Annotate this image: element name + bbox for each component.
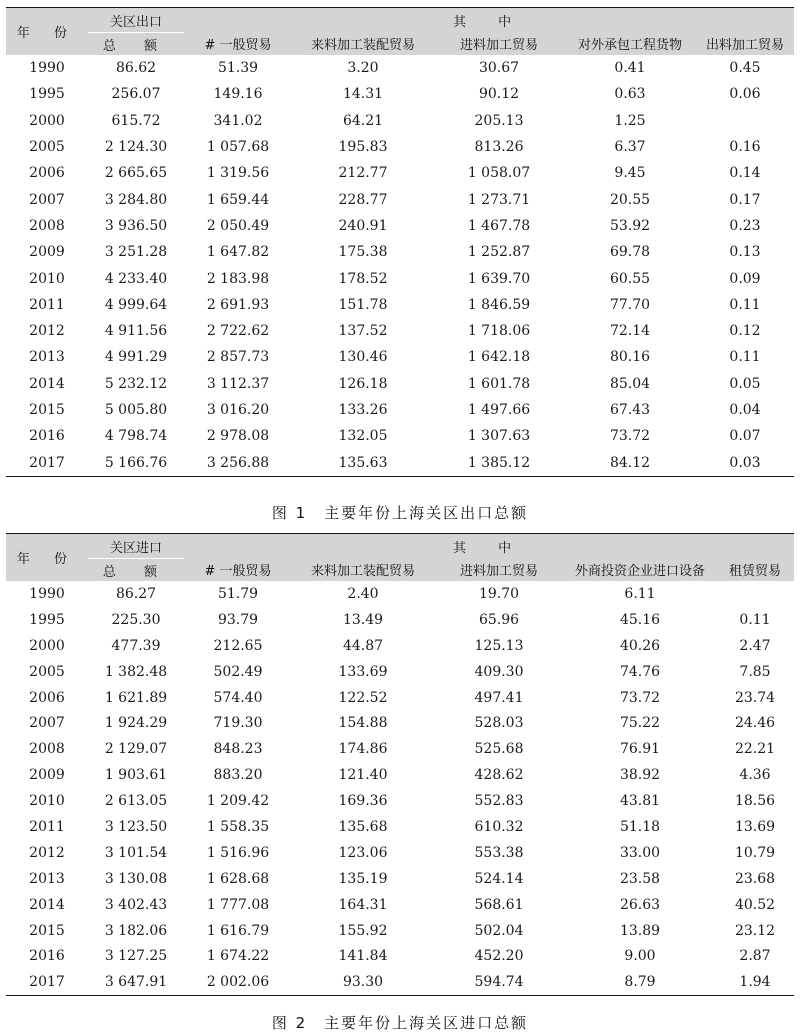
value-cell: 14.31 (342, 86, 384, 103)
value-cell: 0.13 (729, 244, 761, 261)
value-cell: 74.76 (619, 663, 661, 680)
value-cell: 24.46 (734, 715, 776, 732)
table-row (6, 265, 794, 291)
value-cell: 23.12 (734, 922, 776, 939)
value-cell: 169.36 (338, 793, 388, 810)
column-header: 进料加工贸易 (434, 559, 564, 582)
value-cell: 0.12 (729, 323, 761, 340)
year-cell: 2008 (29, 217, 65, 234)
value-cell: 9.45 (614, 165, 646, 182)
value-cell (716, 581, 794, 607)
value-cell: 256.07 (111, 86, 161, 103)
value-cell: 43.81 (619, 793, 661, 810)
table-row (6, 108, 794, 134)
column-header: 进料加工贸易 (434, 33, 564, 56)
value-cell: 4 991.29 (104, 349, 168, 366)
value-cell: 19.70 (478, 585, 520, 602)
value-cell: 80.16 (609, 349, 651, 366)
value-cell: 1 642.18 (467, 349, 531, 366)
value-cell: 84.12 (609, 454, 651, 471)
value-cell: 45.16 (619, 611, 661, 628)
value-cell: 0.17 (729, 191, 761, 208)
value-cell: 5 166.76 (104, 454, 168, 471)
year-cell: 2015 (29, 922, 65, 939)
value-cell: 122.52 (338, 689, 388, 706)
value-cell: 2 183.98 (206, 270, 270, 287)
year-cell: 2008 (29, 741, 65, 758)
value-cell: 1 385.12 (467, 454, 531, 471)
table-row (6, 607, 794, 633)
value-cell: 1 382.48 (104, 663, 168, 680)
value-cell: 175.38 (338, 244, 388, 261)
value-cell: 1 616.79 (206, 922, 270, 939)
table-row (6, 581, 794, 607)
value-cell: 154.88 (338, 715, 388, 732)
value-cell: 6.11 (624, 585, 656, 602)
value-cell: 2 857.73 (206, 349, 270, 366)
value-cell: 6.37 (614, 139, 646, 156)
value-cell: 4 233.40 (104, 270, 168, 287)
value-cell: 0.11 (739, 611, 771, 628)
import-table-caption: 图 2 主要年份上海关区进口总额 (271, 1014, 529, 1032)
table-row (6, 134, 794, 160)
table-row (6, 659, 794, 685)
value-cell: 1.94 (739, 974, 771, 991)
table-row (6, 55, 794, 81)
table-row (6, 239, 794, 265)
value-cell: 2 124.30 (104, 139, 168, 156)
value-cell: 76.91 (619, 741, 661, 758)
value-cell: 26.63 (619, 896, 661, 913)
value-cell: 225.30 (111, 611, 161, 628)
year-cell: 2016 (29, 428, 65, 445)
value-cell: 69.78 (609, 244, 651, 261)
year-cell: 2011 (29, 818, 65, 835)
table-row (6, 788, 794, 814)
value-cell: 212.65 (213, 637, 263, 654)
table-row (6, 892, 794, 918)
column-header: # 一般贸易 (184, 559, 292, 582)
value-cell: 72.14 (609, 323, 651, 340)
import-table-body (6, 581, 794, 996)
table-row (6, 344, 794, 370)
value-cell: 1 718.06 (467, 323, 531, 340)
value-cell: 1 319.56 (206, 165, 270, 182)
value-cell: 1 252.87 (467, 244, 531, 261)
value-cell: 552.83 (474, 793, 524, 810)
value-cell: 86.62 (115, 60, 157, 77)
value-cell: 1 057.68 (206, 139, 270, 156)
table-row (6, 371, 794, 397)
year-cell: 1990 (29, 60, 65, 77)
value-cell: 4 999.64 (104, 296, 168, 313)
value-cell: 3 402.43 (104, 896, 168, 913)
year-cell: 2009 (29, 767, 65, 784)
table-row (6, 160, 794, 186)
year-cell: 2010 (29, 793, 65, 810)
value-cell: 1 497.66 (467, 402, 531, 418)
value-cell: 53.92 (609, 217, 651, 234)
value-cell: 174.86 (338, 741, 388, 758)
year-cell: 2007 (29, 715, 65, 732)
value-cell: 1 516.96 (206, 844, 270, 861)
table-row (6, 918, 794, 944)
value-cell: 2.47 (739, 637, 771, 654)
table-row (6, 213, 794, 239)
value-cell: 7.85 (739, 663, 771, 680)
value-cell: 3 123.50 (104, 818, 168, 835)
value-cell: 178.52 (338, 270, 388, 287)
value-cell: 18.56 (734, 793, 776, 810)
value-cell (696, 108, 794, 134)
value-cell: 1 273.71 (467, 191, 531, 208)
year-cell: 2015 (29, 402, 65, 418)
column-header: 外商投资企业进口设备 (564, 559, 716, 582)
value-cell: 4 798.74 (104, 428, 168, 445)
year-cell: 2017 (29, 454, 65, 471)
table-row (6, 449, 794, 476)
value-cell: 1 903.61 (104, 767, 168, 784)
table-row (6, 633, 794, 659)
value-cell: 1 846.59 (467, 296, 531, 313)
value-cell: 2 691.93 (206, 296, 270, 313)
year-cell: 2017 (29, 974, 65, 991)
table-row (6, 736, 794, 762)
value-cell: 568.61 (474, 896, 524, 913)
value-cell: 1 621.89 (104, 689, 168, 706)
value-cell: 135.63 (338, 454, 388, 471)
value-cell: 3 127.25 (104, 948, 168, 965)
total-group-header: 关区进口 (88, 534, 184, 559)
year-header: 年 份 (6, 534, 88, 582)
year-cell: 2006 (29, 689, 65, 706)
table-row (6, 814, 794, 840)
table-row (6, 423, 794, 449)
value-cell: 883.20 (213, 767, 263, 784)
value-cell: 525.68 (474, 741, 524, 758)
value-cell: 2 613.05 (104, 793, 168, 810)
value-cell: 240.91 (338, 217, 388, 234)
value-cell: 3 101.54 (104, 844, 168, 861)
year-cell: 2000 (29, 112, 65, 129)
value-cell: 553.38 (474, 844, 524, 861)
value-cell: 0.09 (729, 270, 761, 287)
value-cell: 51.79 (217, 585, 259, 602)
value-cell: 5 232.12 (104, 375, 168, 392)
column-header: # 一般贸易 (184, 33, 292, 56)
export-table-container (6, 7, 794, 477)
value-cell: 93.30 (342, 974, 384, 991)
value-cell: 502.49 (213, 663, 263, 680)
year-cell: 2005 (29, 139, 65, 156)
value-cell: 65.96 (478, 611, 520, 628)
value-cell: 1 558.35 (206, 818, 270, 835)
year-cell: 2009 (29, 244, 65, 261)
value-cell: 164.31 (338, 896, 388, 913)
table-row (6, 710, 794, 736)
value-cell: 1 647.82 (206, 244, 270, 261)
value-cell: 40.52 (734, 896, 776, 913)
value-cell: 594.74 (474, 974, 524, 991)
value-cell: 85.04 (609, 375, 651, 392)
value-cell: 1 777.08 (206, 896, 270, 913)
value-cell: 20.55 (609, 191, 651, 208)
value-cell: 73.72 (619, 689, 661, 706)
column-header: 来料加工装配贸易 (292, 33, 434, 56)
value-cell: 0.11 (729, 349, 761, 366)
value-cell: 0.45 (729, 60, 761, 77)
value-cell: 90.12 (478, 86, 520, 103)
value-cell: 1 601.78 (467, 375, 531, 392)
total-sub-header: 总 额 (88, 33, 184, 56)
value-cell: 4.36 (739, 767, 771, 784)
value-cell: 9.00 (624, 948, 656, 965)
value-cell: 452.20 (474, 948, 524, 965)
value-cell: 86.27 (115, 585, 157, 602)
value-cell: 51.18 (619, 818, 661, 835)
value-cell: 1 924.29 (104, 715, 168, 732)
year-cell: 1995 (29, 86, 65, 103)
value-cell: 130.46 (338, 349, 388, 366)
year-header: 年 份 (6, 8, 88, 56)
value-cell: 228.77 (338, 191, 388, 208)
value-cell: 121.40 (338, 767, 388, 784)
value-cell: 1 209.42 (206, 793, 270, 810)
value-cell: 2 129.07 (104, 741, 168, 758)
value-cell: 477.39 (111, 637, 161, 654)
value-cell: 77.70 (609, 296, 651, 313)
value-cell: 75.22 (619, 715, 661, 732)
table-row (6, 397, 794, 423)
breakdown-group-header: 其 中 (184, 8, 794, 33)
value-cell: 23.58 (619, 870, 661, 887)
value-cell: 23.68 (734, 870, 776, 887)
value-cell: 44.87 (342, 637, 384, 654)
value-cell: 1 674.22 (206, 948, 270, 965)
value-cell: 60.55 (609, 270, 651, 287)
value-cell: 341.02 (213, 112, 263, 129)
value-cell: 3 016.20 (206, 402, 270, 418)
value-cell: 135.68 (338, 818, 388, 835)
value-cell: 23.74 (734, 689, 776, 706)
import-table-container (6, 533, 794, 996)
value-cell: 93.79 (217, 611, 259, 628)
value-cell: 497.41 (474, 689, 524, 706)
year-cell: 2014 (29, 896, 65, 913)
total-group-header: 关区出口 (88, 8, 184, 33)
column-header: 出料加工贸易 (696, 33, 794, 56)
value-cell: 8.79 (624, 974, 656, 991)
value-cell: 3 182.06 (104, 922, 168, 939)
value-cell: 1 467.78 (467, 217, 531, 234)
value-cell: 1 058.07 (467, 165, 531, 182)
value-cell: 13.69 (734, 818, 776, 835)
value-cell: 64.21 (342, 112, 384, 129)
value-cell: 502.04 (474, 922, 524, 939)
value-cell: 409.30 (474, 663, 524, 680)
value-cell: 13.49 (342, 611, 384, 628)
value-cell: 195.83 (338, 139, 388, 156)
total-sub-header: 总 额 (88, 559, 184, 582)
year-cell: 2007 (29, 191, 65, 208)
table-row (6, 685, 794, 711)
value-cell: 1 628.68 (206, 870, 270, 887)
year-cell: 2010 (29, 270, 65, 287)
table-row (6, 969, 794, 995)
value-cell: 155.92 (338, 922, 388, 939)
year-cell: 2014 (29, 375, 65, 392)
value-cell: 3.20 (347, 60, 379, 77)
year-cell: 2012 (29, 323, 65, 340)
table-row (6, 292, 794, 318)
value-cell: 51.39 (217, 60, 259, 77)
value-cell: 0.03 (729, 454, 761, 471)
value-cell: 2 722.62 (206, 323, 270, 340)
value-cell: 133.69 (338, 663, 388, 680)
value-cell: 4 911.56 (104, 323, 168, 340)
value-cell: 0.16 (729, 139, 761, 156)
value-cell: 813.26 (474, 139, 524, 156)
value-cell: 1.25 (614, 112, 646, 129)
table-row (6, 866, 794, 892)
year-cell: 1995 (29, 611, 65, 628)
value-cell: 848.23 (213, 741, 263, 758)
year-cell: 2016 (29, 948, 65, 965)
value-cell: 67.43 (609, 402, 651, 418)
year-cell: 2013 (29, 349, 65, 366)
value-cell: 2.87 (739, 948, 771, 965)
export-table-body (6, 55, 794, 476)
value-cell: 1 639.70 (467, 270, 531, 287)
value-cell: 0.04 (729, 402, 761, 418)
breakdown-group-header: 其 中 (184, 534, 794, 559)
value-cell: 132.05 (338, 428, 388, 445)
value-cell: 0.14 (729, 165, 761, 182)
import-table (6, 533, 794, 996)
export-table (6, 7, 794, 477)
value-cell: 0.63 (614, 86, 646, 103)
value-cell: 125.13 (474, 637, 524, 654)
value-cell: 0.41 (614, 60, 646, 77)
year-cell: 2012 (29, 844, 65, 861)
value-cell: 10.79 (734, 844, 776, 861)
value-cell: 38.92 (619, 767, 661, 784)
value-cell: 428.62 (474, 767, 524, 784)
column-header: 对外承包工程货物 (564, 33, 696, 56)
year-cell: 2005 (29, 663, 65, 680)
value-cell: 13.89 (619, 922, 661, 939)
value-cell: 610.32 (474, 818, 524, 835)
year-cell: 2013 (29, 870, 65, 887)
value-cell: 0.05 (729, 375, 761, 392)
table-row (6, 81, 794, 107)
table-row (6, 943, 794, 969)
value-cell: 2 665.65 (104, 165, 168, 182)
value-cell: 30.67 (478, 60, 520, 77)
value-cell: 0.07 (729, 428, 761, 445)
year-cell: 2011 (29, 296, 65, 313)
year-cell: 2006 (29, 165, 65, 182)
value-cell: 3 112.37 (206, 375, 270, 392)
value-cell: 719.30 (213, 715, 263, 732)
value-cell: 528.03 (474, 715, 524, 732)
value-cell: 3 256.88 (206, 454, 270, 471)
table-row (6, 318, 794, 344)
value-cell: 151.78 (338, 296, 388, 313)
value-cell: 2 050.49 (206, 217, 270, 234)
value-cell: 212.77 (338, 165, 388, 182)
table-row (6, 762, 794, 788)
value-cell: 524.14 (474, 870, 524, 887)
value-cell: 615.72 (111, 112, 161, 129)
value-cell: 2.40 (347, 585, 379, 602)
value-cell: 205.13 (474, 112, 524, 129)
value-cell: 135.19 (338, 870, 388, 887)
value-cell: 3 130.08 (104, 870, 168, 887)
value-cell: 73.72 (609, 428, 651, 445)
value-cell: 5 005.80 (104, 402, 168, 418)
value-cell: 126.18 (338, 375, 388, 392)
export-table-caption: 图 1 主要年份上海关区出口总额 (271, 504, 529, 522)
value-cell: 2 002.06 (206, 974, 270, 991)
value-cell: 0.23 (729, 217, 761, 234)
value-cell: 2 978.08 (206, 428, 270, 445)
value-cell: 0.06 (729, 86, 761, 103)
table-row (6, 186, 794, 212)
value-cell: 123.06 (338, 844, 388, 861)
year-cell: 1990 (29, 585, 65, 602)
value-cell: 3 251.28 (104, 244, 168, 261)
column-header: 来料加工装配贸易 (292, 559, 434, 582)
value-cell: 0.11 (729, 296, 761, 313)
value-cell: 40.26 (619, 637, 661, 654)
value-cell: 1 307.63 (467, 428, 531, 445)
value-cell: 33.00 (619, 844, 661, 861)
value-cell: 137.52 (338, 323, 388, 340)
value-cell: 133.26 (338, 402, 388, 418)
column-header: 租赁贸易 (716, 559, 794, 582)
value-cell: 574.40 (213, 689, 263, 706)
value-cell: 3 647.91 (104, 974, 168, 991)
value-cell: 149.16 (213, 86, 263, 103)
year-cell: 2000 (29, 637, 65, 654)
value-cell: 1 659.44 (206, 191, 270, 208)
value-cell: 141.84 (338, 948, 388, 965)
value-cell: 22.21 (734, 741, 776, 758)
value-cell: 3 284.80 (104, 191, 168, 208)
table-row (6, 840, 794, 866)
value-cell: 3 936.50 (104, 217, 168, 234)
